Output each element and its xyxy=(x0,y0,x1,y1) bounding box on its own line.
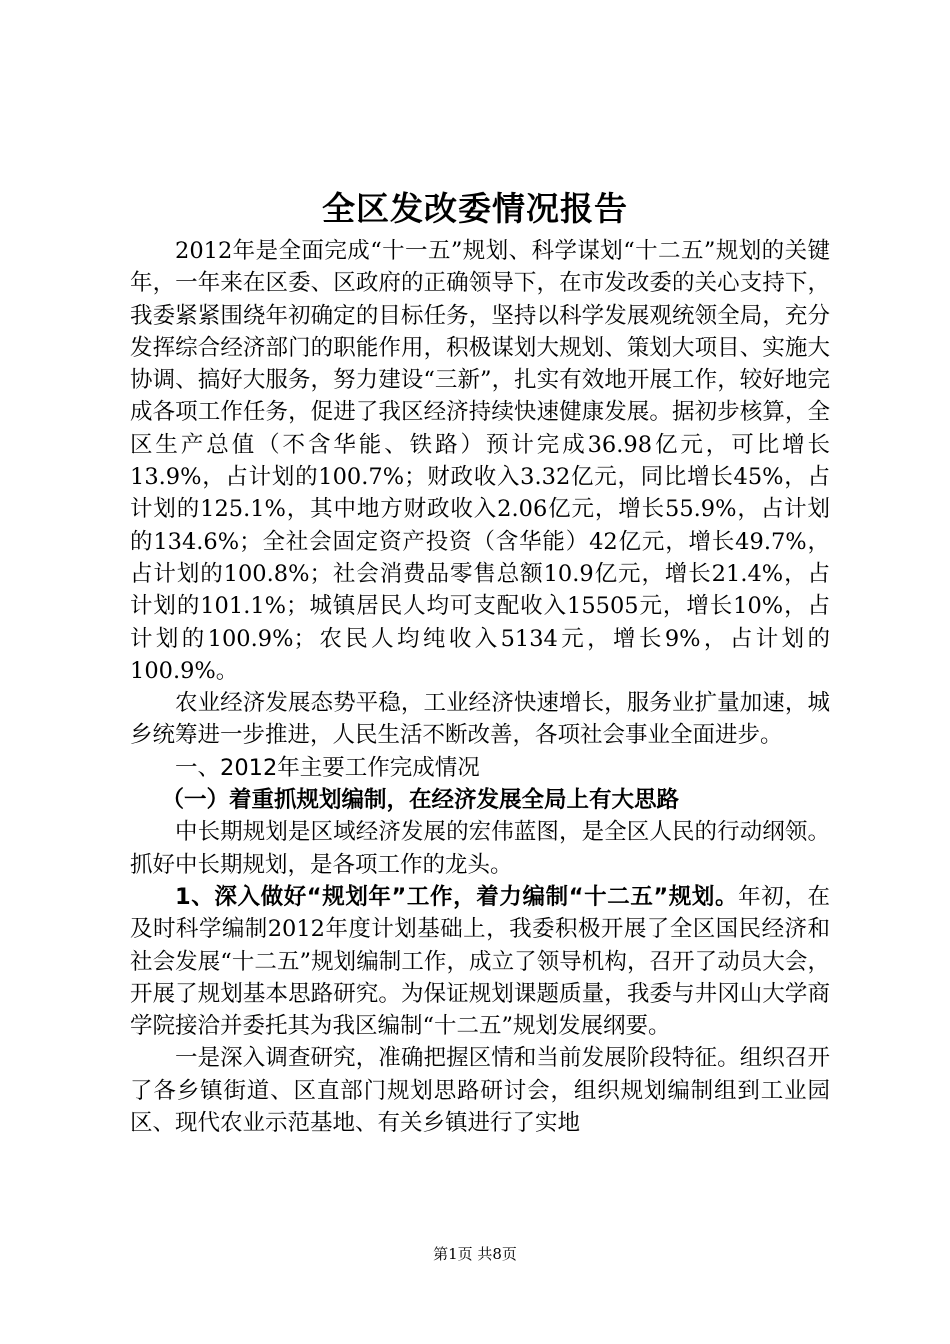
document-body xyxy=(130,235,830,1139)
item-1-text: 年初，在及时科学编制2012年度计划基础上，我委积极开展了全区国民经济和社会发展“十二五”规划编制工作，成立了领导机构，召开了动员大会，开展了规划基本思路研究。为保证规划课题质量，我委与井冈山大学商学院接洽并委托其为我区编制“十二五”规划发展纲要。 xyxy=(130,883,830,1040)
paragraph-planning-intro: 中长期规划是区域经济发展的宏伟蓝图，是全区人民的行动纲领。抓好中长期规划，是各项工作的龙头。 xyxy=(130,819,830,878)
page-footer: 第1页 共8页 xyxy=(433,1245,517,1263)
paragraph-summary: 2012年是全面完成“十一五”规划、科学谋划“十二五”规划的关键年，一年来在区委、区政府的正确领导下，在市发改委的关心支持下，我委紧紧围绕年初确定的目标任务，坚持以科学发展观统领全局，充分发挥综合经济部门的职能作用，积极谋划大规划、策划大项目、实施大协调、搞好大服务，努力建设“三新”，扎实有效地开展工作，较好地完成各项工作任务，促进了我区经济持续快速健康发展。据初步核算，全区生产总值（不含华能、铁路）预计完成36.98亿元，可比增长13.9%，占计划的100.7%；财政收入3.32亿元，同比增长45%，占计划的125.1%，其中地方财政收入2.06亿元，增长55.9%，占计划的134.6%；全社会固定资产投资（含华能）42亿元，增长49.7%，占计划的100.8%；社会消费品零售总额10.9亿元，增长21.4%，占计划的101.1%；城镇居民人均可支配收入15505元，增长10%，占计划的100.9%；农民人均纯收入5134元，增长9%，占计划的100.9%。 xyxy=(130,238,830,684)
section-heading: 一、2012年主要工作完成情况 xyxy=(175,754,480,781)
document-title: 全区发改委情况报告 xyxy=(322,189,628,228)
item-1-lead: 1、深入做好“规划年”工作，着力编制“十二五”规划。 xyxy=(175,883,739,910)
paragraph-overview: 农业经济发展态势平稳，工业经济快速增长，服务业扩量加速，城乡统筹进一步推进，人民生活不断改善，各项社会事业全面进步。 xyxy=(130,690,830,749)
subsection-heading: （一）着重抓规划编制，在经济发展全局上有大思路 xyxy=(161,787,680,814)
paragraph-research: 一是深入调查研究，准确把握区情和当前发展阶段特征。组织召开了各乡镇街道、区直部门规划思路研讨会，组织规划编制组到工业园区、现代农业示范基地、有关乡镇进行了实地 xyxy=(130,1045,830,1137)
paragraph-item-1 xyxy=(130,881,830,1042)
